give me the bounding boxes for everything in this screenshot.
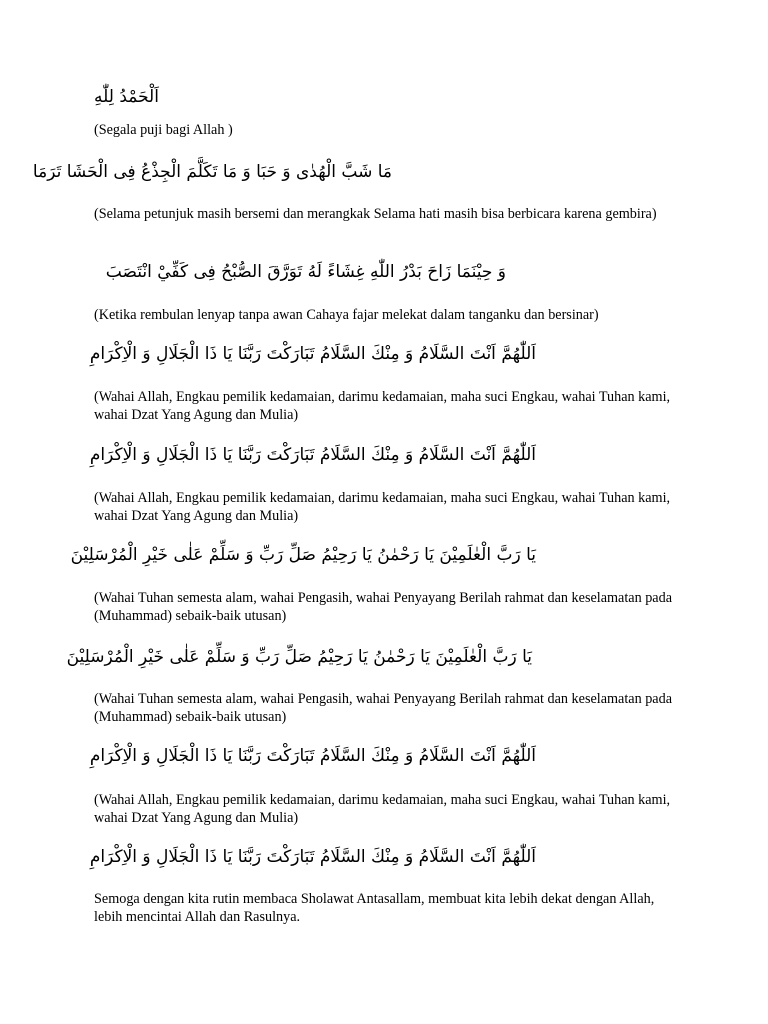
translation-text: (Wahai Tuhan semesta alam, wahai Pengasih, wahai Penyayang Berilah rahmat dan keselamatan pada (Muhammad) sebaik-baik utusan) <box>94 590 672 624</box>
arabic-heading: اَلْحَمْدُ لِلّٰهِ <box>94 87 159 107</box>
translation-text: (Selama petunjuk masih bersemi dan merangkak Selama hati masih bisa berbicara karena gembira) <box>94 206 657 222</box>
translation-text: (Wahai Tuhan semesta alam, wahai Pengasih, wahai Penyayang Berilah rahmat dan keselamatan pada (Muhammad) sebaik-baik utusan) <box>94 691 672 725</box>
arabic-verse: اَللّٰهُمَّ اَنْتَ السَّلَامُ وَ مِنْكَ السَّلَامُ تَبَارَكْتَ رَبَّنَا يَا ذَا الْجَلَالِ وَ الْاِكْرَامِ <box>89 746 536 766</box>
arabic-verse: اَللّٰهُمَّ اَنْتَ السَّلَامُ وَ مِنْكَ السَّلَامُ تَبَارَكْتَ رَبَّنَا يَا ذَا الْجَلَالِ وَ الْاِكْرَامِ <box>89 344 536 364</box>
arabic-verse: يَا رَبَّ الْعٰلَمِيْنَ يَا رَحْمٰنُ يَا رَحِيْمُ صَلِّ رَبِّ وَ سَلِّمْ عَلٰى خَيْرِ الْمُرْسَلِيْنَ <box>70 545 536 565</box>
translation-text: (Wahai Allah, Engkau pemilik kedamaian, darimu kedamaian, maha suci Engkau, wahai Tuhan kami, wahai Dzat Yang Agung dan Mulia) <box>94 490 671 524</box>
arabic-verse: اَللّٰهُمَّ اَنْتَ السَّلَامُ وَ مِنْكَ السَّلَامُ تَبَارَكْتَ رَبَّنَا يَا ذَا الْجَلَالِ وَ الْاِكْرَامِ <box>89 847 536 867</box>
arabic-verse: مَا شَبَّ الْهُدٰى وَ حَبَا وَ مَا تَكَلَّمَ الْجِذْعُ فِى الْحَشَا تَرَمَا <box>32 162 392 182</box>
arabic-verse: وَ حِيْنَمَا زَاحَ بَدْرُ اللّٰهِ غِشَاءً لَهُ تَوَرَّقَ الصُّبْحُ فِى كَفِّيْ انْتَصَبَ <box>105 262 506 282</box>
arabic-verse: اَللّٰهُمَّ اَنْتَ السَّلَامُ وَ مِنْكَ السَّلَامُ تَبَارَكْتَ رَبَّنَا يَا ذَا الْجَلَالِ وَ الْاِكْرَامِ <box>89 445 536 465</box>
translation-text: (Ketika rembulan lenyap tanpa awan Cahaya fajar melekat dalam tanganku dan bersinar) <box>94 307 599 323</box>
translation-text: (Segala puji bagi Allah ) <box>94 122 233 138</box>
arabic-verse: يَا رَبَّ الْعٰلَمِيْنَ يَا رَحْمٰنُ يَا رَحِيْمُ صَلِّ رَبِّ وَ سَلِّمْ عَلٰى خَيْرِ الْمُرْسَلِيْنَ <box>66 647 532 667</box>
translation-text: (Wahai Allah, Engkau pemilik kedamaian, darimu kedamaian, maha suci Engkau, wahai Tuhan kami, wahai Dzat Yang Agung dan Mulia) <box>94 792 671 826</box>
closing-text: Semoga dengan kita rutin membaca Sholawat Antasallam, membuat kita lebih dekat dengan Allah, lebih mencintai Allah dan Rasulnya. <box>94 891 655 925</box>
translation-text: (Wahai Allah, Engkau pemilik kedamaian, darimu kedamaian, maha suci Engkau, wahai Tuhan kami, wahai Dzat Yang Agung dan Mulia) <box>94 389 671 423</box>
